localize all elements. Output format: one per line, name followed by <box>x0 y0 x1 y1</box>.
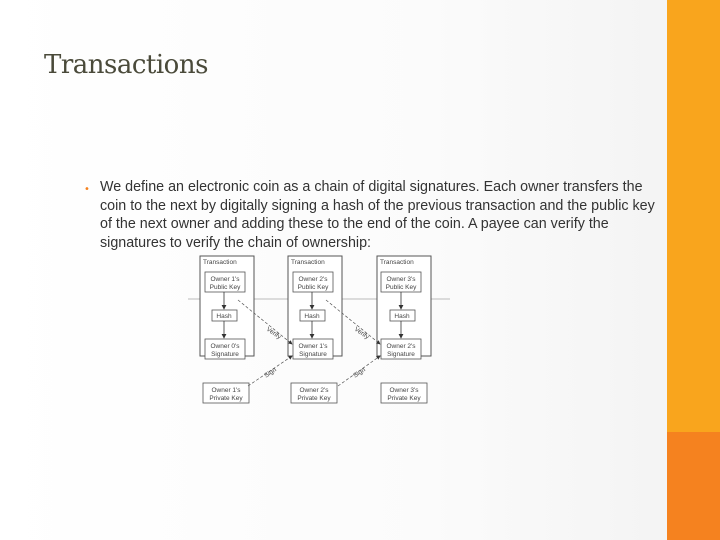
sign-label-2: Sign <box>352 366 367 380</box>
hash-label: Hash <box>216 313 232 320</box>
hash-label: Hash <box>394 313 410 320</box>
sign-label-1: Sign <box>263 366 278 380</box>
private-key-box-2 <box>291 383 337 403</box>
transaction-block-1 <box>200 256 254 359</box>
private-key-box-3 <box>381 383 427 403</box>
verify-label-1: Verify <box>264 325 283 341</box>
public-key-line1: Owner 3's <box>386 276 416 283</box>
private-key-line2: Private Key <box>387 395 421 402</box>
private-key-line2: Private Key <box>209 395 243 402</box>
private-key-line1: Owner 2's <box>299 387 329 394</box>
transaction-header: Transaction <box>291 259 325 266</box>
transaction-block-3 <box>377 256 431 359</box>
sign-arrows <box>248 356 380 386</box>
public-key-line2: Public Key <box>209 284 241 291</box>
slide-title: Transactions <box>44 50 208 80</box>
public-key-line1: Owner 1's <box>210 276 240 283</box>
signature-line2: Signature <box>211 351 239 358</box>
transaction-chain-diagram <box>188 252 458 408</box>
signature-line1: Owner 1's <box>298 343 328 350</box>
signature-line1: Owner 0's <box>210 343 240 350</box>
public-key-line2: Public Key <box>385 284 417 291</box>
signature-line2: Signature <box>387 351 415 358</box>
transaction-block-2 <box>288 256 342 359</box>
private-key-line2: Private Key <box>297 395 331 402</box>
verify-label-2: Verify <box>352 325 371 341</box>
bullet-icon: • <box>84 184 90 195</box>
accent-bar-bottom <box>667 432 720 540</box>
private-key-line1: Owner 1's <box>211 387 241 394</box>
transaction-header: Transaction <box>380 259 414 266</box>
accent-bar-top <box>667 0 720 432</box>
hash-label: Hash <box>304 313 320 320</box>
signature-line1: Owner 2's <box>386 343 416 350</box>
private-key-box-1 <box>203 383 249 403</box>
transaction-header: Transaction <box>203 259 237 266</box>
signature-line2: Signature <box>299 351 327 358</box>
public-key-line2: Public Key <box>297 284 329 291</box>
public-key-line1: Owner 2's <box>298 276 328 283</box>
private-key-line1: Owner 3's <box>389 387 419 394</box>
bullet-text: We define an electronic coin as a chain of digital signatures. Each owner transfers the coin to the next by digitally signing a hash of the previous transaction and the public key of the next owner and adding these to the end of the coin. A payee can verify the signatures to verify the chain of ownership: <box>100 179 655 251</box>
